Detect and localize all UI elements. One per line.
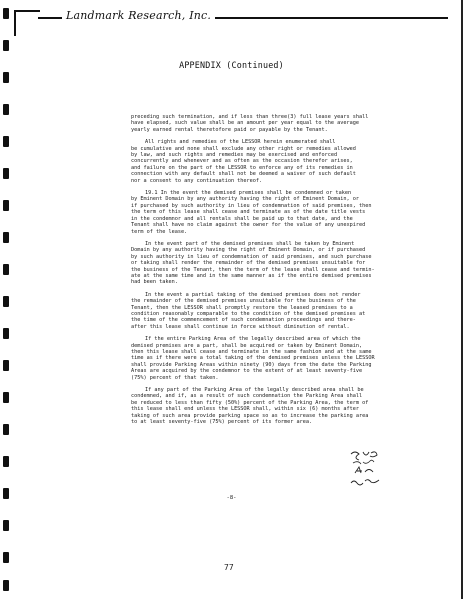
binder-holes xyxy=(3,0,11,599)
binder-hole xyxy=(3,296,9,307)
binder-hole xyxy=(3,104,9,115)
binder-hole xyxy=(3,424,9,435)
binder-hole xyxy=(3,580,9,591)
binder-hole xyxy=(3,552,9,563)
binder-hole xyxy=(3,456,9,467)
binder-hole xyxy=(3,328,9,339)
paragraph: All rights and remedies of the LESSOR herein enumerated shall be cumulative and none shall exclude any other right or remedies allowed by law, and such rights and remedies may be exercised and enforced concurrently and whenever and as often as the occasion therefor arises, and failure on the part of the LESSOR to enforce any of its remedies in connection with any default shall not be deemed a waiver of such default nor a consent to any continuation thereof. xyxy=(131,139,356,184)
letterhead-brand: Landmark Research, Inc. xyxy=(62,9,215,23)
paragraph: 19.1 In the event the demised premises shall be condemned or taken by Eminent Domain by any authority having the right of Eminent Domain, or if purchased by such authority in lieu of condemnation of said premises, then the term of this lease shall cease and terminate as of the date title vests in the condemnor and all rentals shall be paid up to that date, and the Tenant shall have no claim against the owner for the value of any unexpired term of the lease. xyxy=(131,190,372,235)
page-number: 77 xyxy=(224,563,234,572)
paragraph: preceding such termination, and if less than three(3) full lease years shall have elapsed, such value shall be an amount per year equal to the average yearly earned rental theretofore paid or payable by the Tenant. xyxy=(131,114,369,133)
binder-hole xyxy=(3,168,9,179)
binder-hole xyxy=(3,200,9,211)
binder-hole xyxy=(3,264,9,275)
binder-hole xyxy=(3,72,9,83)
paragraph: In the event a partial taking of the demised premises does not render the remainder of the demised premises unsuitable for the business of the Tenant, then the LESSOR shall promptly restore the leased premises to a condition reasonably comparable to the condition of the demised premises at the time of the commencement of such condemnation proceedings and there- after this lease shall continue in force without diminution of rental. xyxy=(131,291,366,330)
binder-hole xyxy=(3,520,9,531)
page-marker: -8- xyxy=(226,495,237,501)
paragraph: If any part of the Parking Area of the legally described area shall be condemned, and if, as a result of such condemnation the Parking Area shall be reduced to less than fifty (50%) percent of the Parking Area, the term of this lease shall end unless the LESSOR shall, within six (6) months after taking of such area provide parking space so as to increase the parking area to at least seventy-five (75%) percent of its former area. xyxy=(131,387,369,426)
binder-hole xyxy=(3,136,9,147)
document-body xyxy=(131,114,391,431)
letterhead-corner-rule xyxy=(14,10,40,36)
paragraph: If the entire Parking Area of the legally described area of which the demised premises are a part, shall be acquired or taken by Eminent Domain, then this lease shall cease and terminate in the same fashion and at the same time as if there were a total taking of the demised premises unless the LESSOR shall provide Parking Areas within ninety (90) days from the date the Parking Areas are acquired by the condemnor to the extent of at least seventy-five (75%) percent of that taken. xyxy=(131,336,375,381)
document-title: APPENDIX (Continued) xyxy=(179,60,284,70)
paragraph: In the event part of the demised premises shall be taken by Eminent Domain by any authority having the right of Eminent Domain, or if purchased by such authority in lieu of condemnation of said premises, and such purchase or taking shall render the remainder of the demised premises unsuitable for the business of the Tenant, then the term of the lease shall cease and termin- ate at the same time and in the same manner as if the entire demised premises had been taken. xyxy=(131,240,375,286)
binder-hole xyxy=(3,392,9,403)
binder-hole xyxy=(3,232,9,243)
binder-hole xyxy=(3,8,9,19)
handwritten-initials xyxy=(345,448,385,490)
binder-hole xyxy=(3,360,9,371)
binder-hole xyxy=(3,40,9,51)
